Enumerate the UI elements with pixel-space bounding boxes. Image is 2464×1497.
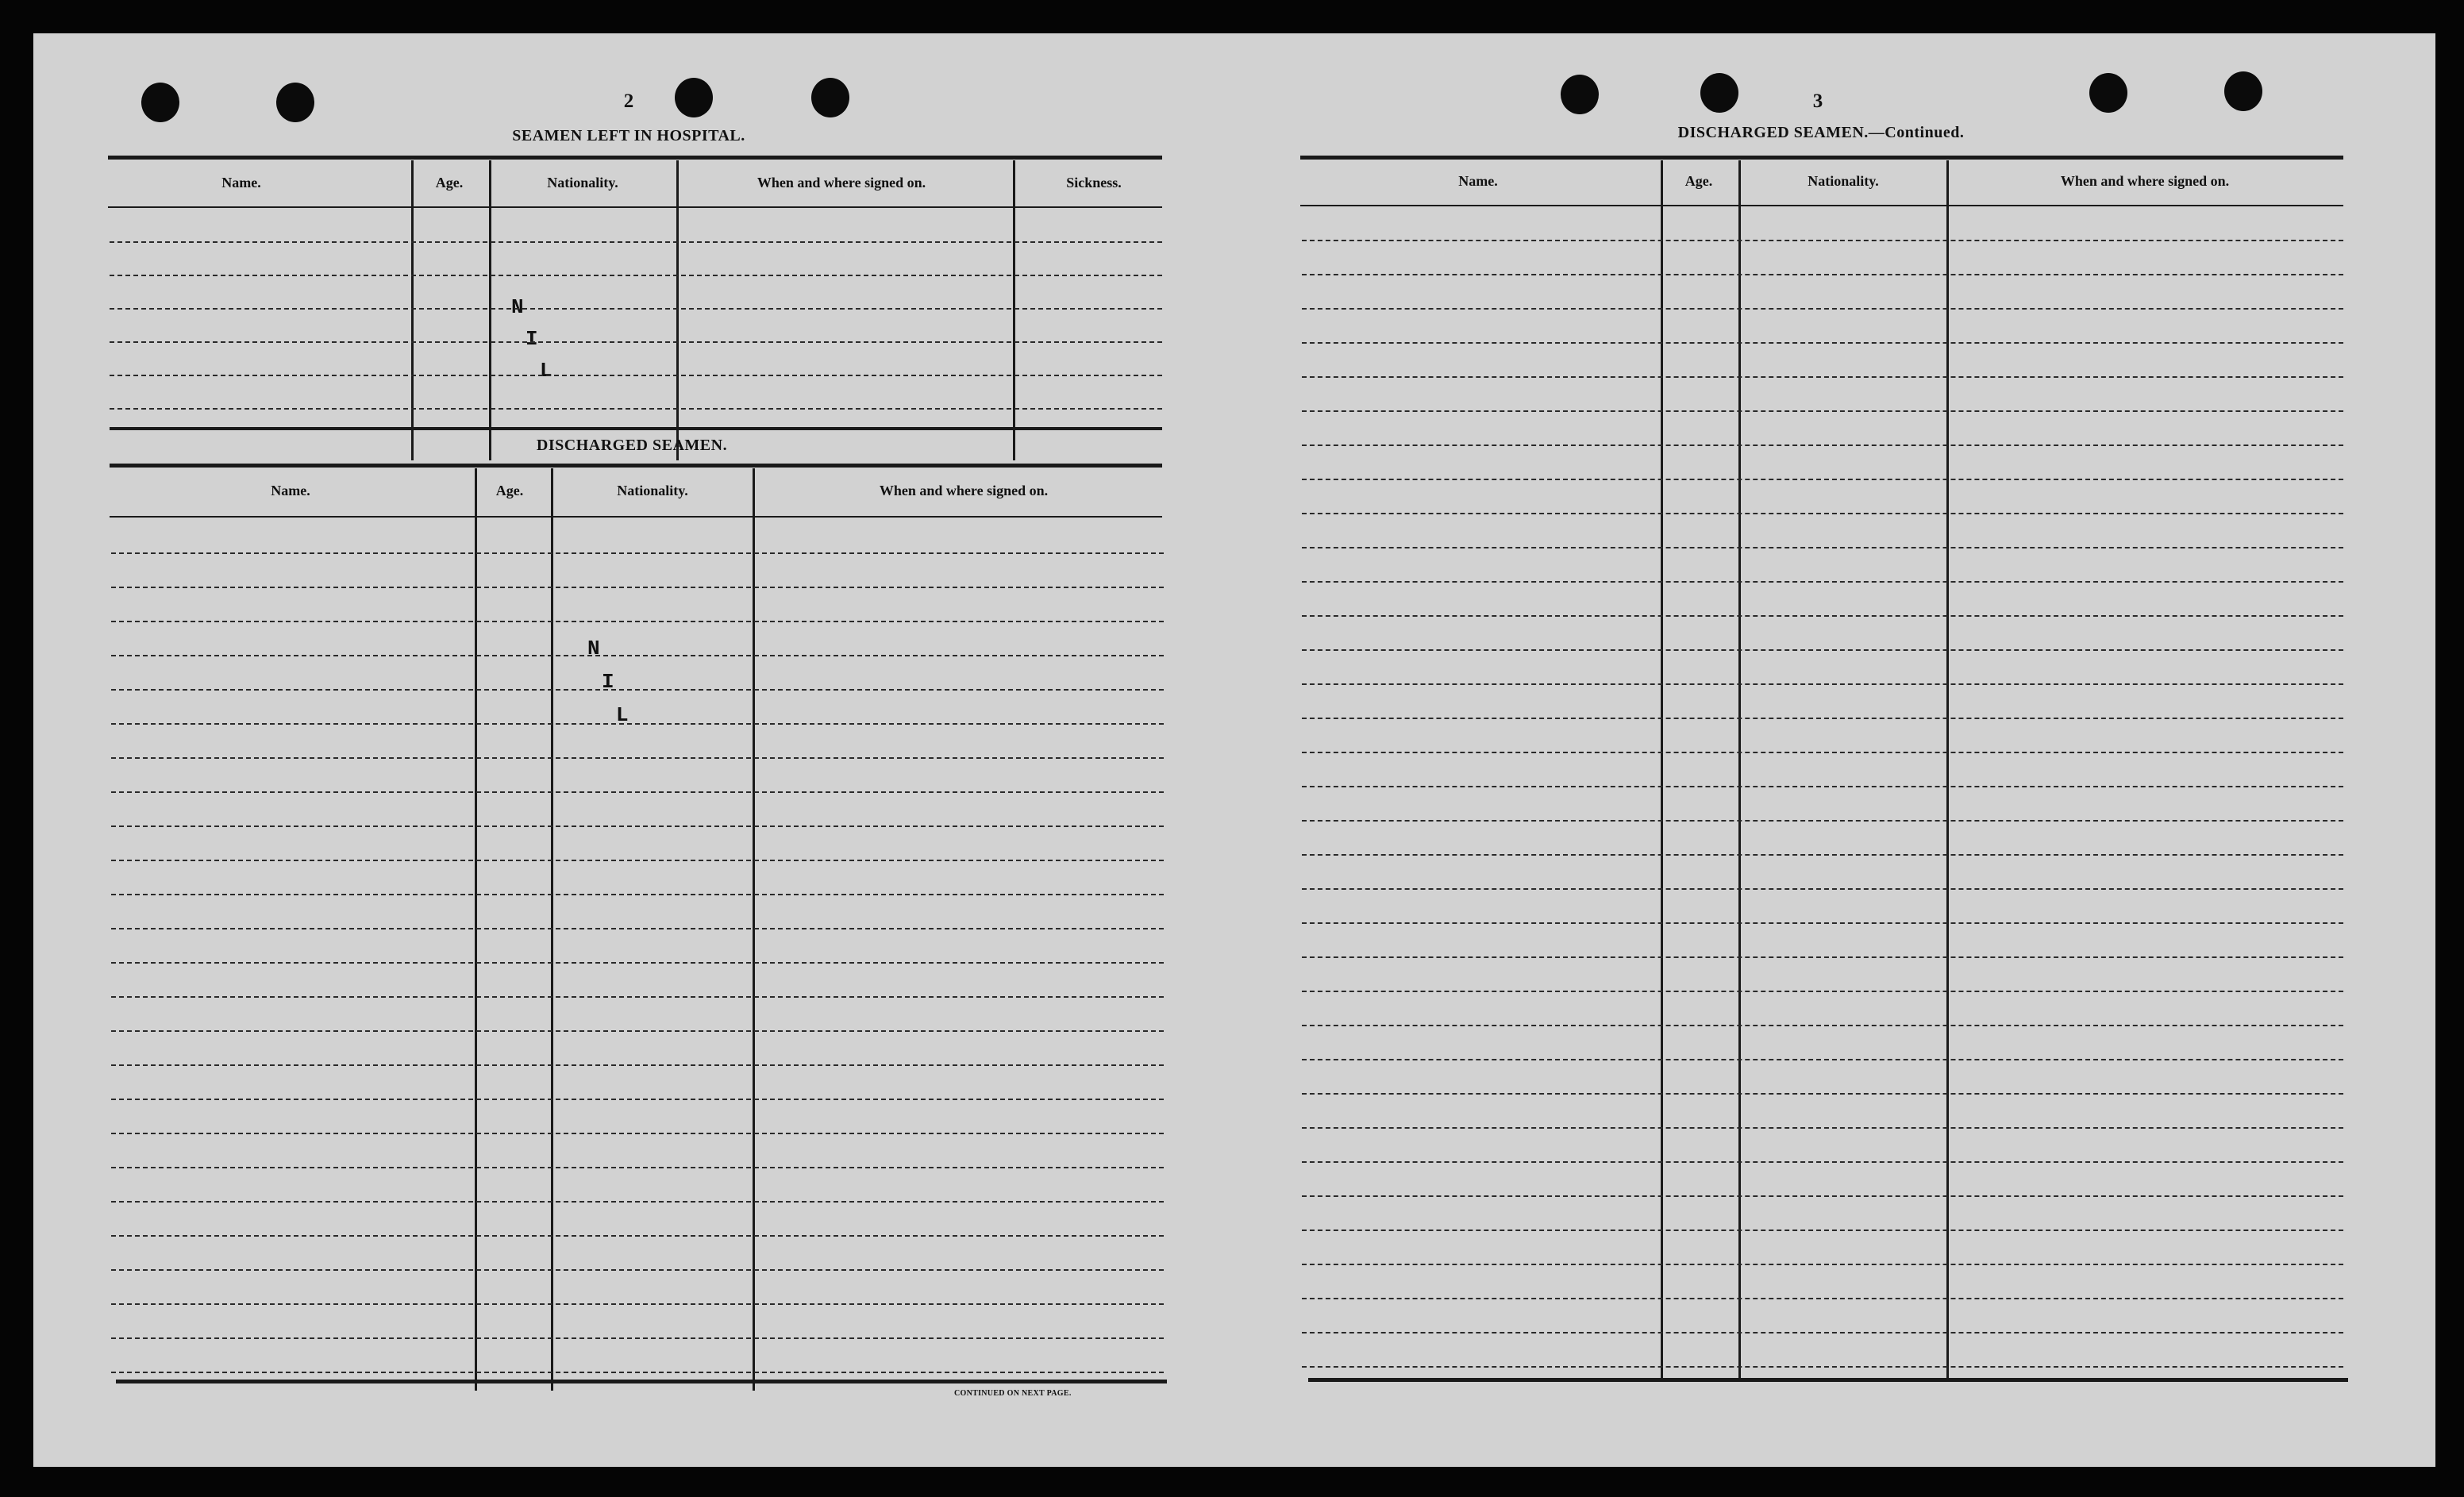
discharged-col-nationality: Nationality. — [617, 483, 688, 498]
ruled-line — [111, 1099, 1164, 1100]
ruled-line — [111, 757, 1164, 759]
ruled-line — [1302, 752, 2343, 753]
nil-stamp-letter: L — [616, 703, 629, 727]
nil-stamp-letter: I — [602, 670, 614, 694]
discharged-top-rule — [110, 464, 1162, 468]
ruled-line — [1302, 1332, 2343, 1333]
ruled-line — [111, 1064, 1164, 1066]
document-sheet — [33, 33, 2435, 1467]
discharged-col-name: Name. — [271, 483, 310, 498]
ruled-line — [1302, 513, 2343, 514]
nil-stamp-letter: L — [540, 359, 552, 383]
ruled-line — [111, 996, 1164, 998]
continued-col-name: Name. — [1458, 173, 1498, 189]
ruled-line — [1302, 1059, 2343, 1060]
nil-stamp-letter: I — [526, 327, 538, 351]
ruled-line — [111, 552, 1164, 554]
section-title-discharged: DISCHARGED SEAMEN. — [536, 437, 728, 454]
hospital-col-age: Age. — [435, 175, 464, 190]
hospital-col-divider — [1013, 160, 1015, 460]
ruled-line — [110, 375, 1162, 376]
punch-hole — [2224, 71, 2262, 111]
ruled-line — [1302, 1093, 2343, 1095]
ruled-line — [111, 928, 1164, 929]
hospital-col-sickness: Sickness. — [1066, 175, 1122, 190]
ruled-line — [111, 1372, 1164, 1373]
ruled-line — [111, 825, 1164, 827]
continued-col-nationality: Nationality. — [1808, 173, 1879, 189]
ruled-line — [110, 241, 1162, 243]
ruled-line — [111, 587, 1164, 588]
ruled-line — [111, 791, 1164, 793]
punch-hole — [675, 78, 713, 117]
ruled-line — [110, 308, 1162, 310]
ruled-line — [111, 962, 1164, 964]
ruled-line — [1302, 888, 2343, 890]
continued-header-rule — [1300, 205, 2343, 206]
discharged-col-age: Age. — [495, 483, 524, 498]
ruled-line — [1302, 342, 2343, 344]
hospital-bottom-rule — [110, 427, 1162, 430]
ruled-line — [110, 408, 1162, 410]
ruled-line — [111, 1030, 1164, 1032]
ruled-line — [1302, 1264, 2343, 1265]
ruled-line — [1302, 479, 2343, 480]
hospital-col-nationality: Nationality. — [547, 175, 618, 190]
hospital-col-divider — [676, 160, 679, 460]
ruled-line — [111, 860, 1164, 861]
continued-footnote: CONTINUED ON NEXT PAGE. — [954, 1389, 1072, 1398]
ruled-line — [111, 1303, 1164, 1305]
discharged-header-rule — [110, 516, 1162, 518]
ruled-line — [1302, 547, 2343, 548]
ruled-line — [111, 723, 1164, 725]
ruled-line — [1302, 1366, 2343, 1368]
ruled-line — [111, 1201, 1164, 1203]
ruled-line — [1302, 240, 2343, 241]
discharged-col-divider — [753, 468, 755, 1391]
continued-bottom-rule — [1308, 1378, 2348, 1382]
ruled-line — [1302, 615, 2343, 617]
hospital-top-rule — [108, 156, 1162, 160]
ruled-line — [1302, 1195, 2343, 1197]
ruled-line — [1302, 1161, 2343, 1163]
ruled-line — [1302, 1127, 2343, 1129]
ruled-line — [110, 275, 1162, 276]
punch-hole — [2089, 73, 2127, 113]
punch-hole — [276, 83, 314, 122]
continued-top-rule — [1300, 156, 2343, 160]
continued-col-age: Age. — [1684, 173, 1713, 189]
ruled-line — [1302, 991, 2343, 992]
ruled-line — [1302, 581, 2343, 583]
hospital-col-signed-on: When and where signed on. — [757, 175, 926, 190]
ruled-line — [111, 1269, 1164, 1271]
ruled-line — [1302, 410, 2343, 412]
discharged-col-divider — [475, 468, 477, 1391]
ruled-line — [1302, 649, 2343, 651]
ruled-line — [1302, 1298, 2343, 1299]
hospital-header-rule — [108, 206, 1162, 208]
ruled-line — [111, 1133, 1164, 1134]
page-number: 3 — [1812, 90, 1823, 112]
ruled-line — [111, 1235, 1164, 1237]
ruled-line — [1302, 1230, 2343, 1231]
discharged-col-signed-on: When and where signed on. — [879, 483, 1049, 498]
ruled-line — [1302, 786, 2343, 787]
ruled-line — [1302, 922, 2343, 924]
ruled-line — [1302, 718, 2343, 719]
ruled-line — [110, 341, 1162, 343]
ruled-line — [1302, 1025, 2343, 1026]
ruled-line — [1302, 376, 2343, 378]
punch-hole — [1700, 73, 1738, 113]
ruled-line — [1302, 444, 2343, 446]
ruled-line — [111, 689, 1164, 691]
discharged-col-divider — [551, 468, 553, 1391]
continued-col-signed-on: When and where signed on. — [2060, 173, 2230, 189]
nil-stamp-letter: N — [511, 295, 524, 319]
punch-hole — [141, 83, 179, 122]
hospital-col-divider — [411, 160, 414, 460]
discharged-bottom-rule — [116, 1380, 1167, 1383]
ruled-line — [1302, 854, 2343, 856]
ruled-line — [111, 1337, 1164, 1339]
ruled-line — [111, 655, 1164, 656]
nil-stamp-letter: N — [587, 637, 600, 660]
hospital-col-divider — [489, 160, 491, 460]
hospital-col-name: Name. — [221, 175, 261, 190]
punch-hole — [811, 78, 849, 117]
ruled-line — [1302, 683, 2343, 685]
ruled-line — [1302, 308, 2343, 310]
ruled-line — [1302, 820, 2343, 822]
page-number: 2 — [623, 90, 634, 112]
ruled-line — [111, 621, 1164, 622]
ruled-line — [1302, 956, 2343, 958]
punch-hole — [1561, 75, 1599, 114]
ruled-line — [1302, 274, 2343, 275]
section-title-discharged-continued: DISCHARGED SEAMEN.—Continued. — [1677, 124, 1965, 141]
section-title-hospital: SEAMEN LEFT IN HOSPITAL. — [512, 127, 745, 144]
ruled-line — [111, 1167, 1164, 1168]
ruled-line — [111, 894, 1164, 895]
